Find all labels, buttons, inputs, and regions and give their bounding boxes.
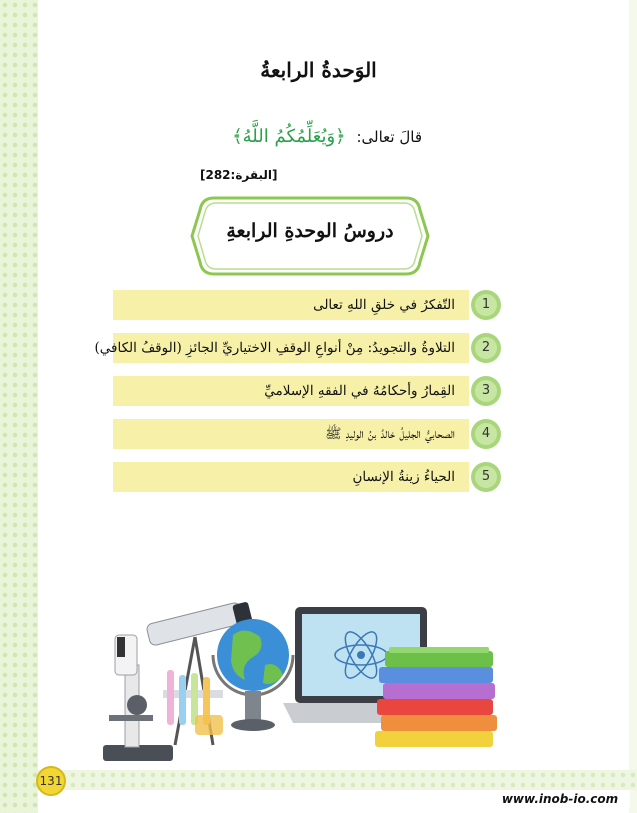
test-tubes-icon <box>163 670 223 735</box>
lesson-number: 1 <box>481 297 491 312</box>
science-illustration <box>95 595 515 765</box>
lesson-number-badge <box>470 418 502 450</box>
verse-intro: قالَ تعالى: <box>356 128 422 146</box>
unit-title: الوَحدةُ الرابعةُ <box>260 58 377 82</box>
lesson-row-2 <box>94 333 469 363</box>
lesson-number-badge <box>470 461 502 493</box>
page-number: 131 <box>36 766 66 796</box>
units-heading: دروسُ الوحدةِ الرابعةِ <box>226 220 394 242</box>
lesson-number: 3 <box>481 383 491 398</box>
lesson-number-badge <box>470 375 502 407</box>
books-stack-icon <box>375 647 497 747</box>
lesson-number-badge <box>470 332 502 364</box>
lesson-number: 4 <box>481 426 491 441</box>
lesson-title: القِمارُ وأحكامُهُ في الفقهِ الإسلاميِّ <box>264 383 455 399</box>
surah-reference: [البقرة:282] <box>200 168 278 182</box>
lesson-number: 5 <box>481 469 491 484</box>
lesson-row-5 <box>113 462 469 492</box>
decorative-bottom-border <box>38 770 637 790</box>
lesson-title: التّفكرُ في خلقِ اللهِ تعالى <box>313 297 455 313</box>
lesson-title: الصحابيُّ الجليلُ خالدُ بنُ الوليدِ ﷺ <box>325 426 455 442</box>
lesson-row-4 <box>113 419 469 449</box>
lesson-title: التلاوةُ والتجويدُ: مِنْ أنواعِ الوقفِ الاختياريِّ الجائزِ (الوقفُ الكافي) <box>94 340 455 356</box>
globe-icon <box>213 619 293 731</box>
microscope-icon <box>103 635 173 761</box>
lesson-number: 2 <box>481 340 491 355</box>
lesson-title: الحياءُ زينةُ الإنسانِ <box>352 469 455 485</box>
quran-verse-line <box>232 126 422 147</box>
lesson-row-3 <box>113 376 469 406</box>
lesson-row-1 <box>113 290 469 320</box>
website-watermark: www.inob-io.com <box>490 790 630 808</box>
verse-text: ﴿وَيُعَلِّمُكُمُ اللَّهُ﴾ <box>232 126 346 147</box>
lesson-number-badge <box>470 289 502 321</box>
decorative-side-border <box>0 0 38 813</box>
decorative-right-edge <box>629 0 637 813</box>
